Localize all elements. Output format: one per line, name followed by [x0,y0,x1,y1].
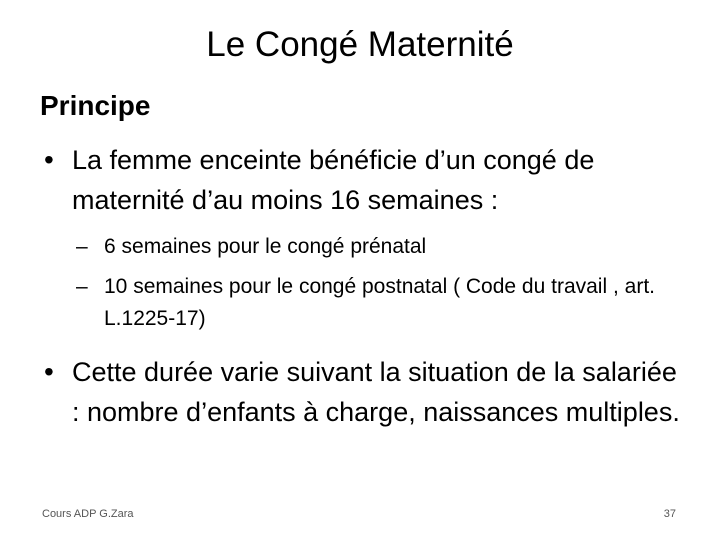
footer-page-number: 37 [663,508,676,520]
bullet-text-1: La femme enceinte bénéficie d’un congé de maternité d’au moins 16 semaines : [72,145,595,215]
bullet-text-2: Cette durée varie suivant la situation de la salariée : nombre d’enfants à charge, naissances multiples. [72,357,680,427]
sub-item-text-1: 6 semaines pour le congé prénatal [104,235,427,258]
section-heading: Principe [40,90,151,121]
slide-title: Le Congé Maternité [206,25,514,64]
sub-item-marker-1: – [76,235,88,258]
sub-item-text-2: 10 semaines pour le congé postnatal ( Code du travail , art. L.1225-17) [104,275,655,330]
footer-course-label: Cours ADP G.Zara [42,508,134,520]
sub-item-marker-2: – [76,275,88,298]
bullet-marker-2: • [44,356,54,387]
bullet-marker-1: • [44,144,54,175]
